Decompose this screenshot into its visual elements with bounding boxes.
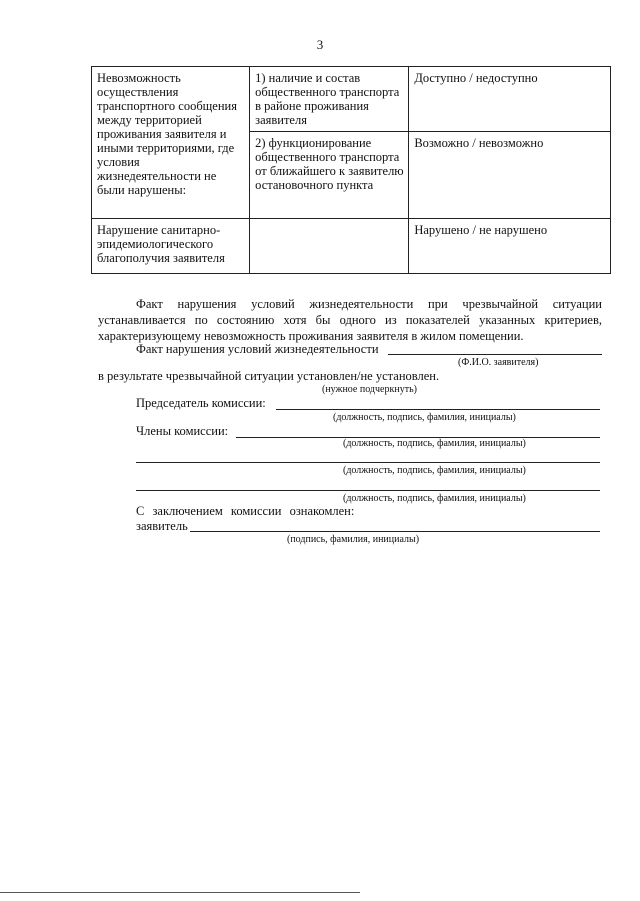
signature-hint: (должность, подпись, фамилия, инициалы): [343, 493, 526, 504]
signature-hint: (должность, подпись, фамилия, инициалы): [343, 465, 526, 476]
criteria-table: [91, 66, 611, 274]
criteria-paragraph: Факт нарушения условий жизнедеятельности при чрезвычайной ситуации устанавливается по состоянию хотя бы одного из показателей указанных критериев, характеризующему невозможность проживания заявителя в жилом помещении.: [98, 297, 602, 343]
members-label: Члены комиссии:: [136, 424, 229, 438]
page-number: 3: [316, 37, 324, 52]
signature-hint: (должность, подпись, фамилия, инициалы): [333, 412, 516, 423]
result-line: в результате чрезвычайной ситуации установлен/не установлен.: [98, 369, 440, 383]
member-signature-line: [136, 462, 600, 463]
applicant-hint: (подпись, фамилия, инициалы): [287, 534, 420, 545]
member-signature-line: [136, 490, 600, 491]
criterion-cell: 1) наличие и состав общественного транспорта в районе проживания заявителя: [250, 67, 409, 132]
footer-divider: [0, 892, 360, 893]
table-row: [92, 67, 611, 132]
sanitary-label-cell: Нарушение санитарно-эпидемиологического благополучия заявителя: [92, 219, 250, 274]
chairman-signature-line: [276, 409, 600, 410]
fact-line-label: Факт нарушения условий жизнедеятельности: [136, 342, 379, 356]
transport-label-cell: Невозможность осуществления транспортного сообщения между территорией проживания заявителя и иными территориями, где условия жизнедеятельности не были нарушены:: [92, 67, 250, 219]
fio-hint: (Ф.И.О. заявителя): [458, 357, 539, 368]
chairman-label: Председатель комиссии:: [136, 396, 266, 410]
assessment-cell: Нарушено / не нарушено: [409, 219, 611, 274]
table-row: [92, 219, 611, 274]
applicant-label: заявитель: [136, 519, 188, 533]
criterion-cell: 2) функционирование общественного транспорта от ближайшего к заявителю остановочного пункта: [250, 132, 409, 219]
acquainted-line: С заключением комиссии ознакомлен:: [136, 504, 355, 518]
underline-hint: (нужное подчеркнуть): [322, 384, 417, 395]
assessment-cell: Возможно / невозможно: [409, 132, 611, 219]
assessment-cell: Доступно / недоступно: [409, 67, 611, 132]
criterion-cell: [250, 219, 409, 274]
applicant-signature-line: [190, 531, 600, 532]
applicant-name-line: [388, 354, 602, 355]
signature-hint: (должность, подпись, фамилия, инициалы): [343, 438, 526, 449]
